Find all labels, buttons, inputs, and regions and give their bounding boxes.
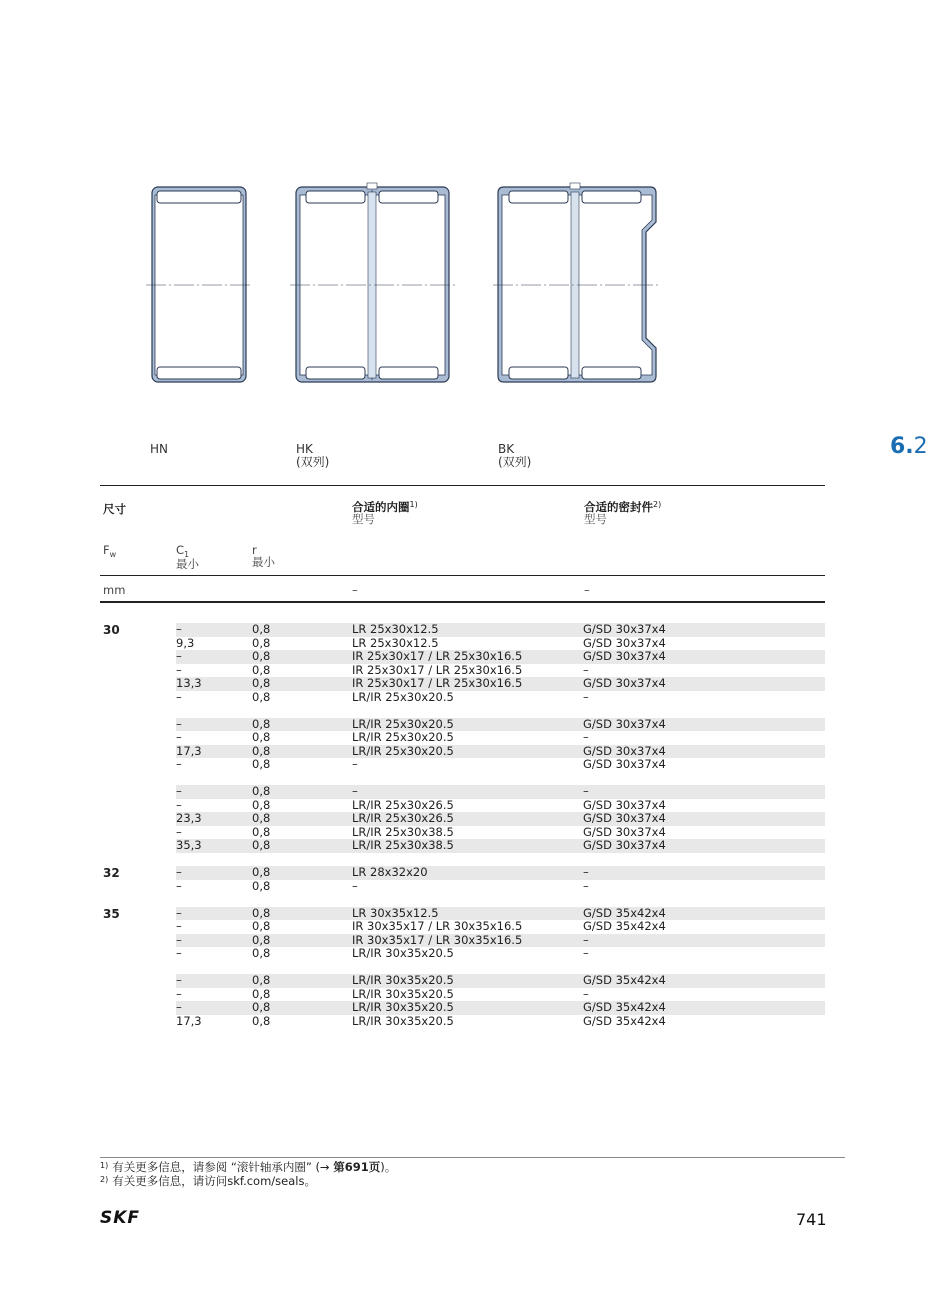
table-row	[176, 934, 825, 948]
cell-c1: –	[176, 622, 182, 636]
table-row	[176, 880, 825, 894]
cell-c1: –	[176, 797, 182, 812]
cell-seal: G/SD 30x37x4	[583, 635, 666, 650]
table-row	[176, 947, 825, 961]
cell-seal: G/SD 35x42x4	[583, 905, 666, 920]
table-row	[176, 691, 825, 705]
cell-seal: G/SD 30x37x4	[583, 743, 666, 758]
cell-seal: G/SD 30x37x4	[583, 622, 666, 636]
table-row	[176, 920, 825, 934]
hn-drawing	[146, 187, 252, 382]
cell-r: 0,8	[252, 905, 271, 920]
fw-value: 30	[103, 623, 120, 637]
table-row	[176, 718, 825, 732]
cell-r: 0,8	[252, 946, 271, 960]
table-row	[176, 623, 825, 637]
table-row	[176, 785, 825, 799]
label-hk: HK (双列)	[296, 442, 330, 469]
cell-seal: –	[583, 784, 589, 798]
cell-c1: –	[176, 730, 182, 744]
cell-r: 0,8	[252, 838, 271, 852]
cell-inner-ring: LR 25x30x12.5	[352, 635, 439, 650]
cell-seal: G/SD 35x42x4	[583, 973, 666, 987]
label-hn: HN	[150, 442, 168, 456]
table-row	[176, 1001, 825, 1015]
cell-c1: 17,3	[176, 1013, 202, 1028]
cell-c1: –	[176, 649, 182, 663]
cell-r: 0,8	[252, 932, 271, 947]
footnote-1: $^{1)}$ 有关更多信息，请参阅 “滚针轴承内圈” (→ 第691页)。	[100, 1160, 397, 1174]
cell-c1: –	[176, 824, 182, 839]
table-row	[176, 637, 825, 651]
cell-c1: 35,3	[176, 838, 202, 852]
cell-seal: –	[583, 662, 589, 677]
cell-seal: G/SD 35x42x4	[583, 1013, 666, 1028]
cell-r: 0,8	[252, 784, 271, 798]
footnote-rule	[100, 1157, 845, 1158]
cell-seal: G/SD 35x42x4	[583, 1000, 666, 1014]
cell-seal: G/SD 30x37x4	[583, 676, 666, 690]
cell-r: 0,8	[252, 824, 271, 839]
cell-inner-ring: LR 30x35x12.5	[352, 905, 439, 920]
page-number: 741	[796, 1210, 827, 1229]
cell-inner-ring: LR/IR 25x30x20.5	[352, 743, 454, 758]
table-row	[176, 650, 825, 664]
section-number: 6.2	[890, 434, 928, 459]
footnote-2: $^{2)}$ 有关更多信息，请访问skf.com/seals。	[100, 1174, 316, 1188]
table-row	[176, 826, 825, 840]
unit-dash-ir: –	[352, 583, 358, 597]
cell-inner-ring: IR 30x35x17 / LR 30x35x16.5	[352, 919, 523, 933]
cell-c1: –	[176, 878, 182, 893]
cell-seal: –	[583, 865, 589, 879]
cell-inner-ring: LR/IR 30x35x20.5	[352, 1000, 454, 1014]
cell-c1: –	[176, 905, 182, 920]
table-row	[176, 745, 825, 759]
cell-inner-ring: IR 30x35x17 / LR 30x35x16.5	[352, 932, 523, 947]
table-row	[176, 974, 825, 988]
cell-c1: –	[176, 946, 182, 960]
cell-inner-ring: LR/IR 25x30x38.5	[352, 838, 454, 852]
cell-seal: G/SD 30x37x4	[583, 649, 666, 663]
cell-c1: –	[176, 919, 182, 933]
header-c1: $C_1$ 最小	[176, 543, 199, 571]
cell-seal: –	[583, 730, 589, 744]
cell-inner-ring: LR 28x32x20	[352, 865, 428, 879]
cell-seal: –	[583, 689, 589, 704]
table-row	[176, 677, 825, 691]
header-dimensions: 尺寸	[103, 502, 126, 516]
table-row	[176, 866, 825, 880]
cell-seal: G/SD 30x37x4	[583, 811, 666, 825]
table-top-rule	[100, 485, 825, 486]
cell-seal: G/SD 30x37x4	[583, 716, 666, 731]
cell-seal: –	[583, 932, 589, 947]
cell-inner-ring: LR/IR 25x30x38.5	[352, 824, 454, 839]
header-bottom-rule	[100, 601, 825, 603]
header-seal: 合适的密封件$^{2)}$ 型号	[584, 500, 662, 526]
bearing-drawings	[0, 0, 950, 420]
cell-r: 0,8	[252, 635, 271, 650]
cell-inner-ring: LR/IR 30x35x20.5	[352, 946, 454, 960]
cell-r: 0,8	[252, 973, 271, 987]
table-row	[176, 812, 825, 826]
cell-inner-ring: LR/IR 30x35x20.5	[352, 986, 454, 1001]
cell-seal: G/SD 35x42x4	[583, 919, 666, 933]
header-mid-rule	[100, 575, 825, 576]
cell-r: 0,8	[252, 986, 271, 1001]
cell-c1: –	[176, 986, 182, 1001]
cell-seal: –	[583, 946, 589, 960]
cell-c1: –	[176, 716, 182, 731]
table-row	[176, 1015, 825, 1029]
table-row	[176, 839, 825, 853]
cell-c1: 23,3	[176, 811, 202, 825]
cell-inner-ring: LR/IR 25x30x20.5	[352, 689, 454, 704]
cell-inner-ring: –	[352, 757, 358, 771]
fw-value: 32	[103, 866, 120, 880]
header-fw: $F_w$	[103, 543, 117, 559]
cell-r: 0,8	[252, 743, 271, 758]
cell-c1: –	[176, 932, 182, 947]
cell-r: 0,8	[252, 676, 271, 690]
cell-c1: 17,3	[176, 743, 202, 758]
cell-seal: G/SD 30x37x4	[583, 824, 666, 839]
cell-r: 0,8	[252, 1000, 271, 1014]
cell-r: 0,8	[252, 689, 271, 704]
label-bk: BK (双列)	[498, 442, 532, 469]
cell-seal: –	[583, 986, 589, 1001]
cell-inner-ring: LR/IR 25x30x20.5	[352, 730, 454, 744]
cell-r: 0,8	[252, 919, 271, 933]
cell-c1: 9,3	[176, 635, 195, 650]
cell-r: 0,8	[252, 649, 271, 663]
cell-c1: –	[176, 865, 182, 879]
table-row	[176, 731, 825, 745]
cell-seal: G/SD 30x37x4	[583, 757, 666, 771]
cell-inner-ring: LR/IR 25x30x26.5	[352, 811, 454, 825]
fw-value: 35	[103, 906, 120, 921]
cell-r: 0,8	[252, 716, 271, 731]
cell-r: 0,8	[252, 878, 271, 893]
cell-inner-ring: –	[352, 878, 358, 893]
header-inner-ring: 合适的内圈$^{1)}$ 型号	[352, 500, 418, 526]
cell-r: 0,8	[252, 1013, 271, 1028]
cell-inner-ring: LR/IR 25x30x20.5	[352, 716, 454, 731]
table-row	[176, 758, 825, 772]
unit-mm: mm	[103, 583, 126, 597]
cell-inner-ring: LR 25x30x12.5	[352, 622, 439, 636]
cell-c1: –	[176, 784, 182, 798]
cell-inner-ring: IR 25x30x17 / LR 25x30x16.5	[352, 662, 523, 677]
cell-c1: –	[176, 757, 182, 771]
cell-seal: G/SD 30x37x4	[583, 838, 666, 852]
skf-logo: SKF	[100, 1208, 141, 1228]
cell-inner-ring: LR/IR 30x35x20.5	[352, 973, 454, 987]
cell-inner-ring: IR 25x30x17 / LR 25x30x16.5	[352, 649, 523, 663]
cell-r: 0,8	[252, 662, 271, 677]
cell-r: 0,8	[252, 865, 271, 879]
cell-seal: G/SD 30x37x4	[583, 797, 666, 812]
table-row	[176, 664, 825, 678]
header-r: r 最小	[252, 543, 275, 569]
table-row	[176, 907, 825, 921]
cell-r: 0,8	[252, 797, 271, 812]
cell-r: 0,8	[252, 811, 271, 825]
cell-inner-ring: IR 25x30x17 / LR 25x30x16.5	[352, 676, 523, 690]
cell-inner-ring: LR/IR 30x35x20.5	[352, 1013, 454, 1028]
cell-c1: –	[176, 662, 182, 677]
cell-inner-ring: LR/IR 25x30x26.5	[352, 797, 454, 812]
cell-seal: –	[583, 878, 589, 893]
hk-drawing	[290, 183, 455, 382]
cell-c1: 13,3	[176, 676, 202, 690]
bk-drawing	[493, 183, 660, 382]
cell-c1: –	[176, 973, 182, 987]
unit-dash-seal: –	[584, 583, 590, 597]
table-row	[176, 988, 825, 1002]
table-row	[176, 799, 825, 813]
cell-r: 0,8	[252, 730, 271, 744]
cell-c1: –	[176, 1000, 182, 1014]
cell-r: 0,8	[252, 757, 271, 771]
cell-c1: –	[176, 689, 182, 704]
cell-inner-ring: –	[352, 784, 358, 798]
cell-r: 0,8	[252, 622, 271, 636]
